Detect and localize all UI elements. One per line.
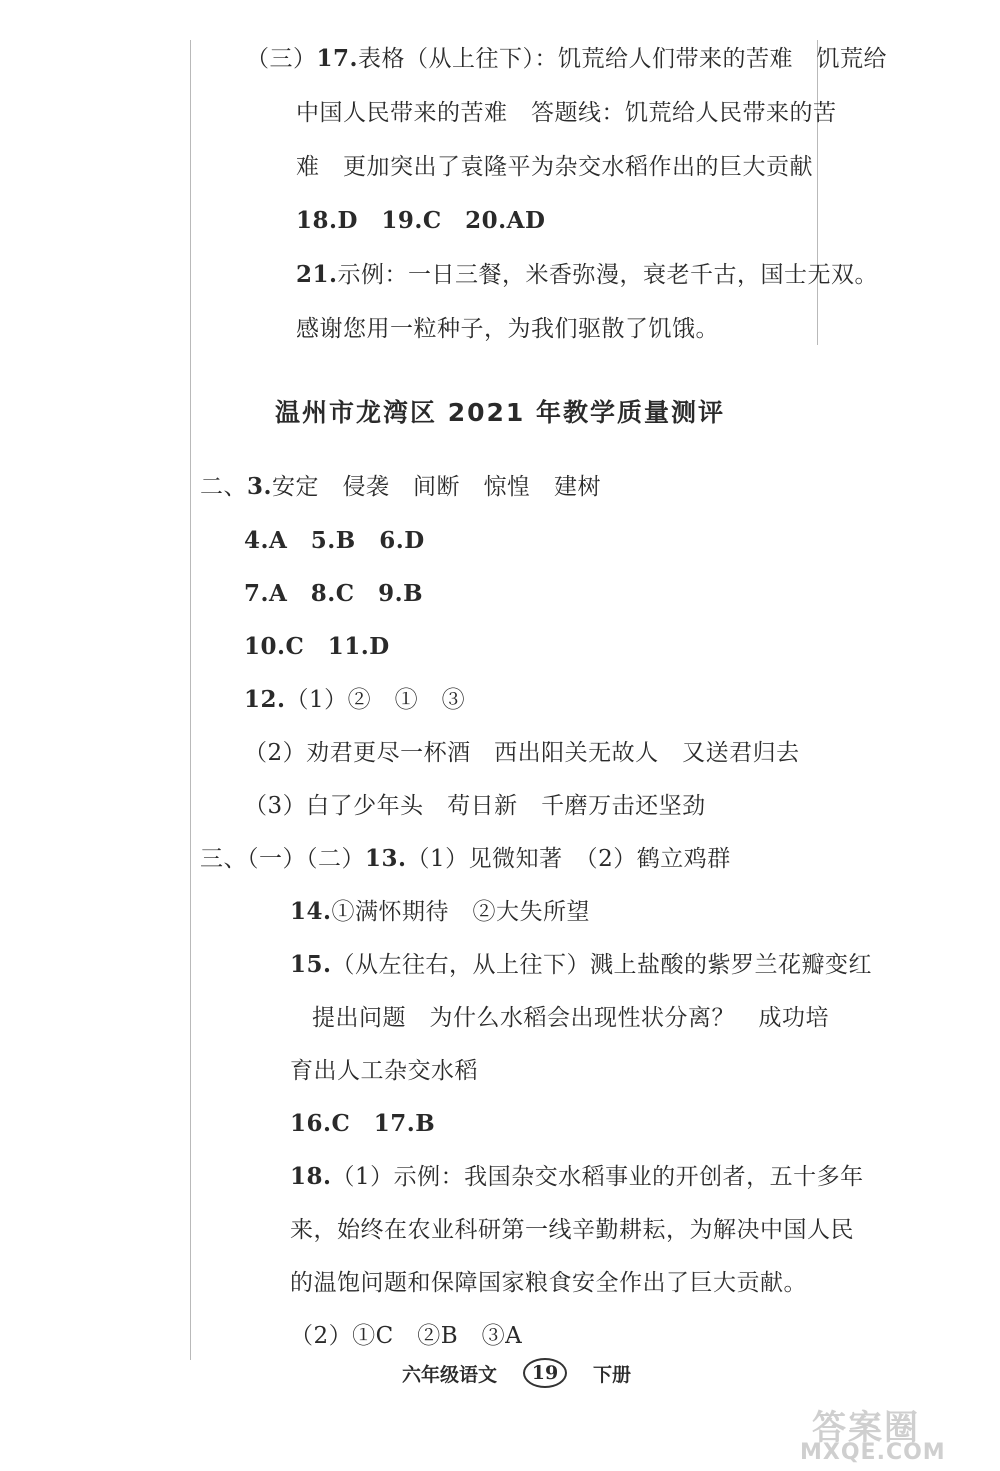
q4-6-answers: 4.A 5.B 6.D xyxy=(244,527,425,554)
watermark-url: MXQE.COM xyxy=(800,1440,946,1465)
q13-line: 三、（一）（二）13.（1）见微知著 （2）鹤立鸡群 xyxy=(200,845,731,872)
q17-line-3: 难 更加突出了袁隆平为杂交水稻作出的巨大贡献 xyxy=(296,154,813,180)
q12-line-2: （2）劝君更尽一杯酒 西出阳关无故人 又送君归去 xyxy=(244,740,800,766)
page-number: 19 xyxy=(523,1358,567,1388)
footer-volume: 下册 xyxy=(593,1363,632,1386)
section-heading: 温州市龙湾区 2021 年教学质量测评 xyxy=(275,398,725,427)
site-watermark xyxy=(800,1400,995,1466)
q18-line-4: （2）①C ②B ③A xyxy=(290,1323,523,1349)
q15-line-3: 育出人工杂交水稻 xyxy=(290,1058,478,1084)
q15-line-1: 15.（从左往右，从上往下）溅上盐酸的紫罗兰花瓣变红 xyxy=(290,951,873,978)
q18-20-answers: 18.D 19.C 20.AD xyxy=(296,207,546,234)
q15-line-2: 提出问题 为什么水稻会出现性状分离？ 成功培 xyxy=(312,1005,829,1031)
q18-line-1: 18.（1）示例：我国杂交水稻事业的开创者，五十多年 xyxy=(290,1163,864,1190)
q21-line-1: 21.示例：一日三餐，米香弥漫，衰老千古，国士无双。 xyxy=(296,261,879,288)
q14-line: 14.①满怀期待 ②大失所望 xyxy=(290,898,591,925)
q21-line-2: 感谢您用一粒种子，为我们驱散了饥饿。 xyxy=(296,316,719,342)
watermark-logo-text: 答案圈 xyxy=(812,1408,920,1448)
q18-line-2: 来，始终在农业科研第一线辛勤耕耘，为解决中国人民 xyxy=(290,1217,854,1243)
q16-17-answers: 16.C 17.B xyxy=(290,1110,436,1137)
footer-grade-subject: 六年级语文 xyxy=(402,1363,498,1386)
right-margin-line xyxy=(817,40,818,345)
left-margin-line xyxy=(190,40,191,1360)
page-footer xyxy=(402,1358,631,1388)
q12-line-1: 12.（1）② ① ③ xyxy=(244,686,466,713)
q17-line-1: （三）17.表格（从上往下）：饥荒给人们带来的苦难 饥荒给 xyxy=(246,45,888,72)
q17-line-2: 中国人民带来的苦难 答题线：饥荒给人民带来的苦 xyxy=(296,100,837,126)
q12-line-3: （3）白了少年头 苟日新 千磨万击还坚劲 xyxy=(244,793,706,819)
q10-11-answers: 10.C 11.D xyxy=(244,633,390,660)
q3-line: 二、3.安定 侵袭 间断 惊惶 建树 xyxy=(200,473,602,500)
q18-line-3: 的温饱问题和保障国家粮食安全作出了巨大贡献。 xyxy=(290,1270,807,1296)
q7-9-answers: 7.A 8.C 9.B xyxy=(244,580,424,607)
